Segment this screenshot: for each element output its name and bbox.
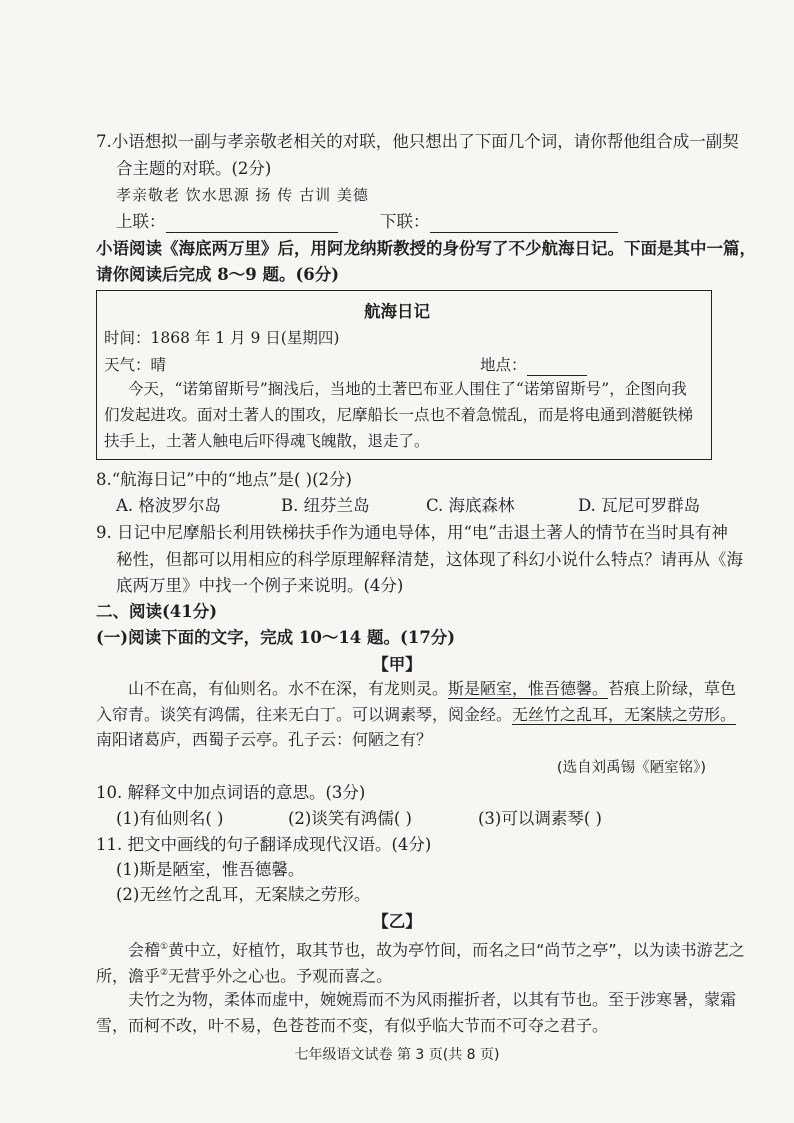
yi-line4: 雪，而柯不改，叶不易，色苍苍而不变，有似乎临大节而不可夺之君子。: [96, 1016, 609, 1035]
diary-weather: 天气：晴: [104, 356, 167, 374]
jia-line2-a: 入帘青。谈笑有鸿儒，往来无白丁。可以调素琴，阅金经。: [96, 705, 513, 724]
diary-body-line2: 们发起进攻。面对土著人的围攻，尼摩船长一点也不着急慌乱，而是将电通到潜艇铁梯: [104, 406, 694, 424]
section2-heading: 二、阅读(41分): [96, 602, 218, 621]
q11-sentence-1: (1)斯是陋室，惟吾德馨。: [116, 860, 305, 879]
yi-tag: 【乙】: [372, 912, 422, 931]
footnote-1-marker: ①: [160, 942, 169, 952]
yi-line1: [128, 936, 745, 961]
q8-option-d[interactable]: D. 瓦尼可罗群岛: [578, 496, 701, 515]
section2-sub1: (一)阅读下面的文字，完成 10～14 题。(17分): [96, 628, 456, 647]
q8-stem: 8.“航海日记”中的“地点”是( )(2分): [96, 470, 352, 489]
yi-line1-b: 黄中立，好植竹，取其节也，故为亭竹间，而名之曰“尚节之亭”，以为读书游艺之: [168, 940, 745, 960]
diary-body-line3: 扶手上，土著人触电后吓得魂飞魄散，退走了。: [104, 432, 430, 450]
q10-stem: 10. 解释文中加点词语的意思。(3分): [96, 783, 366, 802]
jia-line1-c: 苔痕上阶绿，草色: [608, 679, 737, 698]
q8-options: [116, 495, 700, 517]
diary-place-blank[interactable]: [527, 359, 587, 376]
jia-line2: [96, 704, 736, 726]
yi-line2-a: 所，澹乎: [96, 966, 161, 986]
q7-words: 孝亲敬老 饮水思源 扬 传 古训 美德: [116, 186, 369, 204]
intro-line2: 请你阅读后完成 8～9 题。(6分): [96, 265, 340, 284]
lower-couplet-label: 下联：: [380, 212, 430, 231]
footnote-2-marker: ②: [160, 968, 169, 978]
q8-option-a[interactable]: A. 格波罗尔岛: [116, 496, 221, 515]
diary-place-label: 地点：: [480, 356, 527, 374]
q11-sentence-2: (2)无丝竹之乱耳，无案牍之劳形。: [116, 885, 371, 904]
yi-line2-b: 无营乎外之心也。予观而喜之。: [168, 966, 393, 986]
q10-item-2[interactable]: (2)谈笑有鸿儒( ): [288, 809, 412, 828]
q7-line1: 7.小语想拟一副与孝亲敬老相关的对联，他只想出了下面几个词，请你帮他组合成一副契: [96, 132, 739, 151]
jia-line1: [128, 678, 736, 700]
yi-line3: 夫竹之为物，柔体而虚中，婉婉焉而不为风雨摧折者，以其有节也。至于涉寒暑，蒙霜: [128, 990, 737, 1009]
intro-line1: 小语阅读《海底两万里》后，用阿龙纳斯教授的身份写了不少航海日记。下面是其中一篇，: [96, 239, 756, 258]
q10-item-1[interactable]: (1)有仙则名( ): [116, 809, 224, 828]
q7-line2: 合主题的对联。(2分): [116, 159, 272, 178]
q9-line1: 9. 日记中尼摩船长利用铁梯扶手作为通电导体，用“电”击退土著人的情节在当时具有神: [96, 523, 728, 542]
diary-place: [480, 354, 587, 376]
q10-items: [116, 808, 602, 830]
lower-couplet-blank[interactable]: [430, 216, 618, 233]
jia-underlined-2: 无丝竹之乱耳，无案牍之劳形。: [512, 705, 737, 724]
q8-option-b[interactable]: B. 纽芬兰岛: [281, 496, 370, 515]
jia-underlined-1: 斯是陋室，惟吾德馨。: [448, 679, 609, 698]
q8-option-c[interactable]: C. 海底森林: [426, 496, 515, 515]
jia-line3: 南阳诸葛庐，西蜀子云亭。孔子云：何陋之有？: [96, 730, 433, 749]
q10-item-3[interactable]: (3)可以调素琴( ): [478, 809, 602, 828]
page-footer: 七年级语文试卷 第 3 页(共 8 页): [294, 1047, 500, 1063]
jia-line1-a: 山不在高，有仙则名。水不在深，有龙则灵。: [128, 679, 449, 698]
upper-couplet-blank[interactable]: [166, 216, 338, 233]
q11-stem: 11. 把文中画线的句子翻译成现代汉语。(4分): [96, 835, 432, 854]
jia-source: (选自刘禹锡《陋室铭》): [556, 760, 706, 776]
diary-body-line1: 今天，“诺第留斯号”搁浅后，当地的土著巴布亚人围住了“诺第留斯号”，企图向我: [128, 380, 687, 398]
q9-line3: 底两万里》中找一个例子来说明。(4分): [116, 576, 404, 595]
diary-title: 航海日记: [364, 302, 430, 321]
yi-line2: [96, 962, 392, 987]
diary-time: 时间：1868 年 1 月 9 日(星期四): [104, 329, 340, 347]
q7-couplet-row: [116, 211, 618, 233]
yi-line1-a: 会稽: [128, 940, 161, 960]
jia-tag: 【甲】: [372, 655, 422, 674]
upper-couplet-label: 上联：: [116, 212, 166, 231]
q9-line2: 秘性，但都可以用相应的科学原理解释清楚，这体现了科幻小说什么特点？请再从《海: [116, 550, 743, 569]
